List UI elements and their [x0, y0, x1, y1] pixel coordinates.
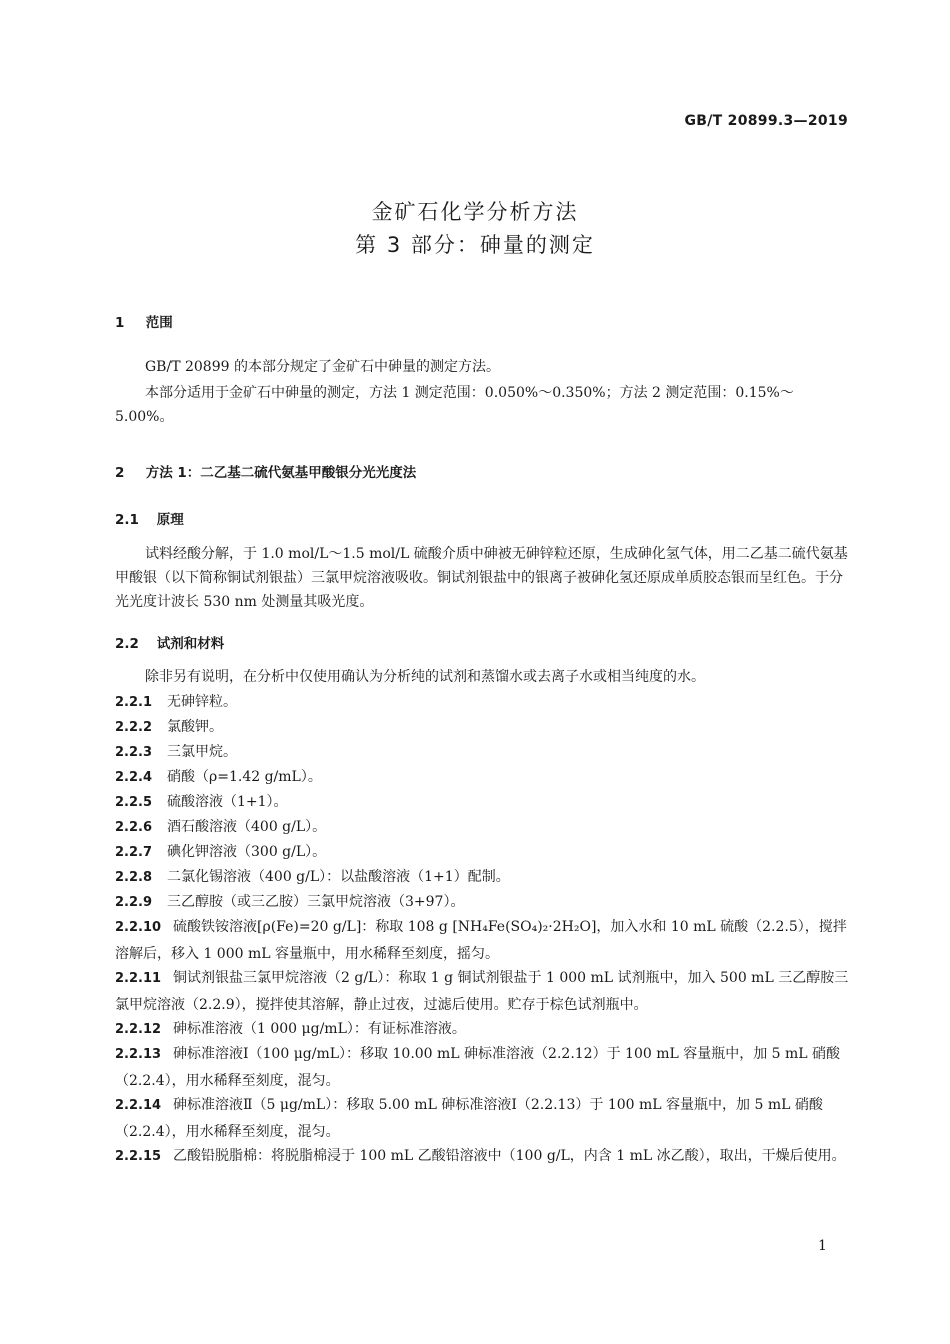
list-item	[115, 1143, 850, 1170]
item-text: 砷标准溶液Ⅱ（5 μg/mL）：移取 5.00 mL 砷标准溶液Ⅰ（2.2.13）于 100 mL 容量瓶中，加 5 mL 硝酸（2.2.4），用水稀释至刻度，混匀。	[115, 1097, 823, 1140]
section-title: 方法 1：二乙基二硫代氨基甲酸银分光光度法	[145, 465, 417, 481]
standard-code: GB/T 20899.3—2019	[684, 113, 848, 129]
item-text: 三氯甲烷。	[167, 744, 237, 760]
item-number: 2.2.12	[115, 1022, 162, 1037]
paragraph-text: GB/T 20899 的本部分规定了金矿石中砷量的测定方法。	[145, 359, 500, 375]
list-item	[115, 689, 850, 716]
item-number: 2.2.4	[115, 770, 153, 785]
paragraph-text: 试料经酸分解，于 1.0 mol/L～1.5 mol/L 硫酸介质中砷被无砷锌粒还原，生成砷化氢气体，用二乙基二硫代氨基甲酸银（以下简称铜试剂银盐）三氯甲烷溶液吸收。铜试剂银盐中的银离子被砷化氢还原成单质胶态银而呈红色。于分光光度计波长 530 nm 处测量其吸光度。	[115, 546, 848, 610]
section-heading-2-1	[115, 508, 184, 528]
list-item	[115, 714, 850, 741]
item-number: 2.2.13	[115, 1047, 162, 1062]
list-item	[115, 789, 850, 816]
paragraph-text: 除非另有说明，在分析中仅使用确认为分析纯的试剂和蒸馏水或去离子水或相当纯度的水。	[145, 669, 705, 685]
list-item	[115, 889, 850, 916]
section-heading-1	[115, 311, 173, 331]
list-item	[115, 739, 850, 766]
section-number: 2.2	[115, 636, 139, 652]
item-text: 酒石酸溶液（400 g/L）。	[167, 819, 327, 835]
list-item	[115, 965, 850, 1018]
item-text: 乙酸铅脱脂棉：将脱脂棉浸于 100 mL 乙酸铅溶液中（100 g/L，内含 1 mL 冰乙酸），取出，干燥后使用。	[173, 1148, 846, 1164]
list-item	[115, 864, 850, 891]
section-title: 试剂和材料	[156, 636, 225, 652]
list-item	[115, 1041, 850, 1094]
item-text: 三乙醇胺（或三乙胺）三氯甲烷溶液（3+97）。	[167, 894, 465, 910]
list-item	[115, 839, 850, 866]
item-text: 铜试剂银盐三氯甲烷溶液（2 g/L）：称取 1 g 铜试剂银盐于 1 000 mL 试剂瓶中，加入 500 mL 三乙醇胺三氯甲烷溶液（2.2.9），搅拌使其溶解，静止过夜，过滤后使用。贮存于棕色试剂瓶中。	[115, 970, 849, 1013]
list-item	[115, 914, 850, 967]
item-number: 2.2.14	[115, 1098, 162, 1113]
item-text: 二氯化锡溶液（400 g/L）：以盐酸溶液（1+1）配制。	[167, 869, 510, 885]
paragraph-text: 本部分适用于金矿石中砷量的测定，方法 1 测定范围：0.050%～0.350%；方法 2 测定范围：0.15%～5.00%。	[115, 385, 794, 425]
item-number: 2.2.11	[115, 971, 162, 986]
list-item	[115, 1016, 850, 1043]
paragraph	[115, 381, 850, 429]
paragraph	[115, 355, 850, 379]
section-title: 范围	[145, 315, 173, 331]
page-number: 1	[818, 1238, 827, 1254]
item-number: 2.2.8	[115, 870, 153, 885]
item-number: 2.2.1	[115, 695, 153, 710]
item-number: 2.2.6	[115, 820, 153, 835]
document-subtitle: 第 3 部分：砷量的测定	[355, 233, 595, 257]
item-text: 砷标准溶液（1 000 μg/mL）：有证标准溶液。	[173, 1021, 466, 1037]
item-text: 氯酸钾。	[167, 719, 223, 735]
list-item	[115, 814, 850, 841]
section-heading-2	[115, 461, 416, 481]
item-text: 硫酸铁铵溶液[ρ(Fe)=20 g/L]：称取 108 g [NH₄Fe(SO₄)₂·2H₂O]，加入水和 10 mL 硫酸（2.2.5），搅拌溶解后，移入 1 000 mL 容量瓶中，用水稀释至刻度，摇匀。	[115, 919, 847, 962]
item-number: 2.2.7	[115, 845, 153, 860]
item-number: 2.2.3	[115, 745, 153, 760]
item-text: 硫酸溶液（1+1）。	[167, 794, 288, 810]
paragraph	[115, 665, 850, 689]
item-text: 硝酸（ρ=1.42 g/mL）。	[167, 769, 322, 785]
item-number: 2.2.15	[115, 1149, 162, 1164]
document-title: 金矿石化学分析方法	[371, 200, 579, 224]
item-number: 2.2.5	[115, 795, 153, 810]
item-text: 碘化钾溶液（300 g/L）。	[167, 844, 327, 860]
item-text: 无砷锌粒。	[167, 694, 237, 710]
section-number: 2.1	[115, 512, 139, 528]
list-item	[115, 1092, 850, 1145]
list-item	[115, 764, 850, 791]
section-number: 2	[115, 465, 125, 481]
item-number: 2.2.10	[115, 920, 162, 935]
section-number: 1	[115, 315, 125, 331]
section-heading-2-2	[115, 632, 224, 652]
section-title: 原理	[156, 512, 184, 528]
item-text: 砷标准溶液Ⅰ（100 μg/mL）：移取 10.00 mL 砷标准溶液（2.2.12）于 100 mL 容量瓶中，加 5 mL 硝酸（2.2.4），用水稀释至刻度，混匀。	[115, 1046, 841, 1089]
item-number: 2.2.9	[115, 895, 153, 910]
paragraph	[115, 542, 850, 614]
item-number: 2.2.2	[115, 720, 153, 735]
